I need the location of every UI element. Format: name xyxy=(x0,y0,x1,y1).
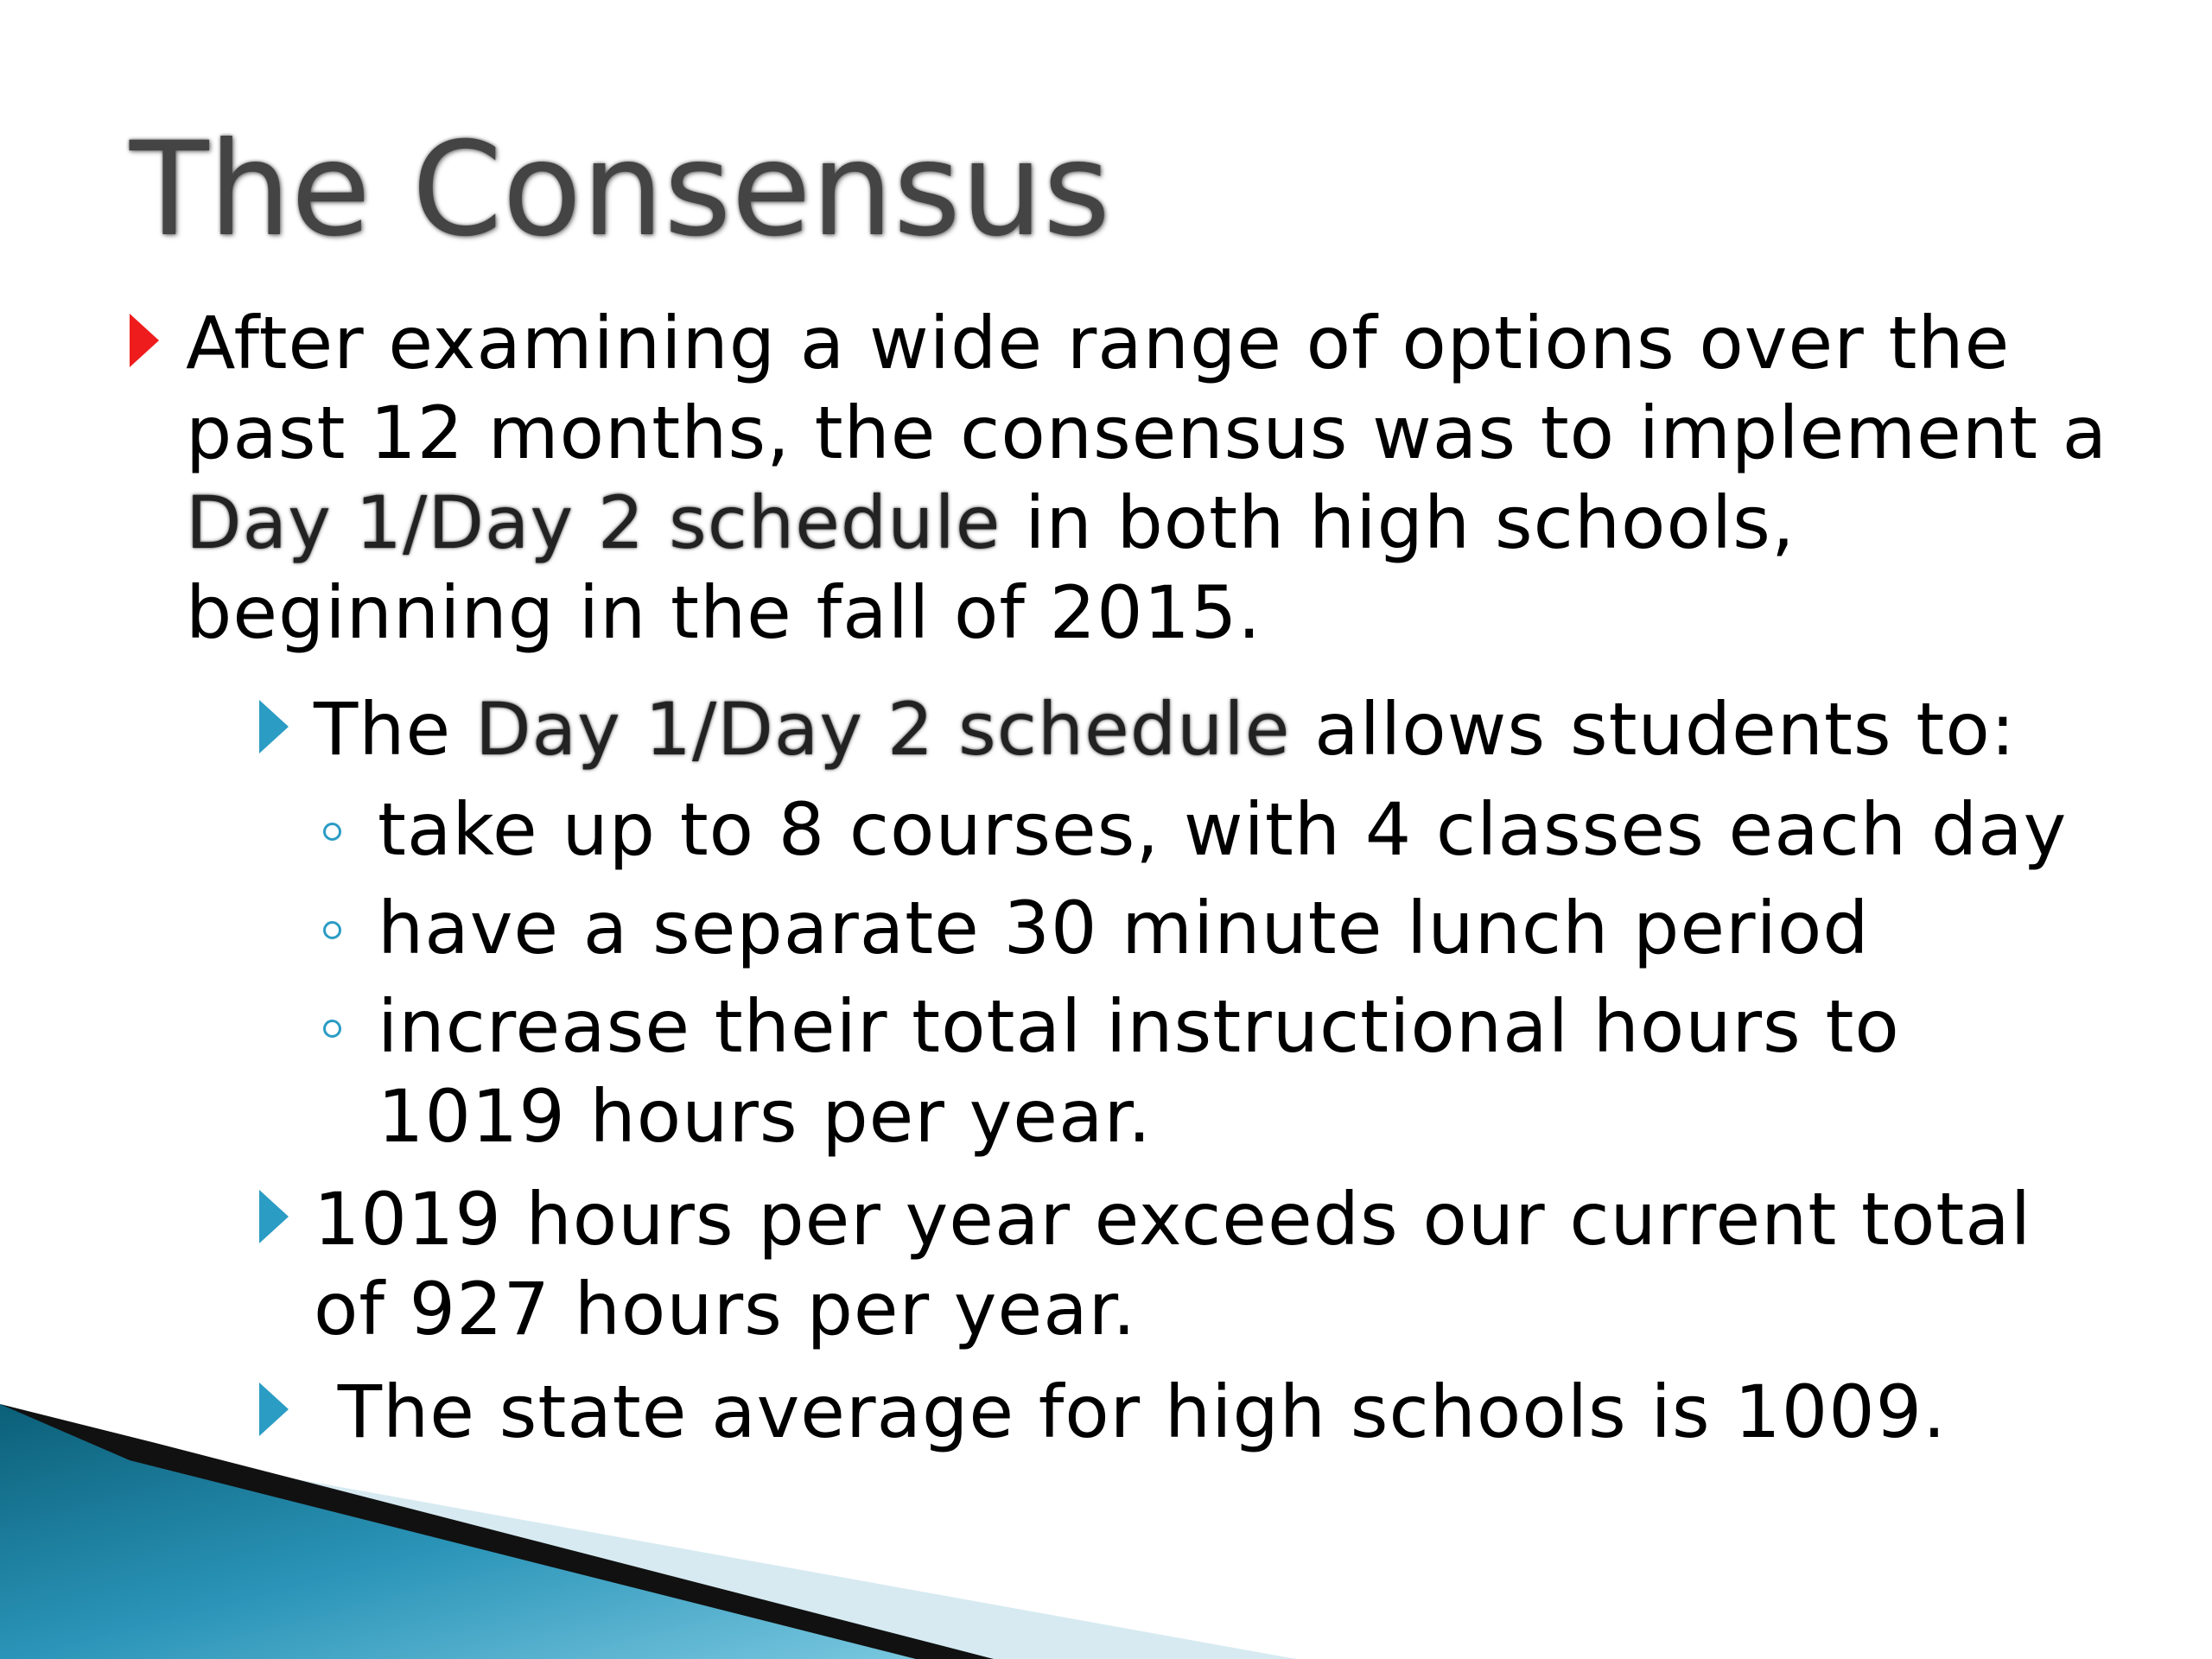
hollow-circle-bullet-icon xyxy=(323,921,341,939)
sub-point-2-text: 1019 hours per year exceeds our current total of 927 hours per year. xyxy=(314,1177,2032,1351)
hollow-circle-bullet-icon xyxy=(323,823,341,841)
sub-sub-point-3: increase their total instructional hours to 1019 hours per year. xyxy=(378,984,1900,1159)
sub-point-1-text: The Day 1/Day 2 schedule allows students to: xyxy=(314,687,2017,772)
sub-point-1-highlight: Day 1/Day 2 schedule xyxy=(474,687,1291,772)
teal-triangle-bullet-icon xyxy=(259,1190,289,1243)
red-triangle-bullet-icon xyxy=(130,314,159,367)
main-point-highlight: Day 1/Day 2 schedule xyxy=(186,480,1001,565)
slide-title: The Consensus xyxy=(130,115,1111,265)
sub-point-3-text: The state average for high schools is 1009. xyxy=(314,1370,1947,1454)
sub-sub-point-2: have a separate 30 minute lunch period xyxy=(378,886,1870,970)
teal-triangle-bullet-icon xyxy=(259,1382,289,1436)
hollow-circle-bullet-icon xyxy=(323,1020,341,1038)
teal-triangle-bullet-icon xyxy=(259,700,289,753)
main-point-text: After examining a wide range of options over the past 12 months, the consensus was to implement a Day 1/Day 2 schedule in both high schools, beginning in the fall of 2015. xyxy=(186,301,2108,655)
sub-sub-point-1: take up to 8 courses, with 4 classes each day xyxy=(378,787,2068,872)
